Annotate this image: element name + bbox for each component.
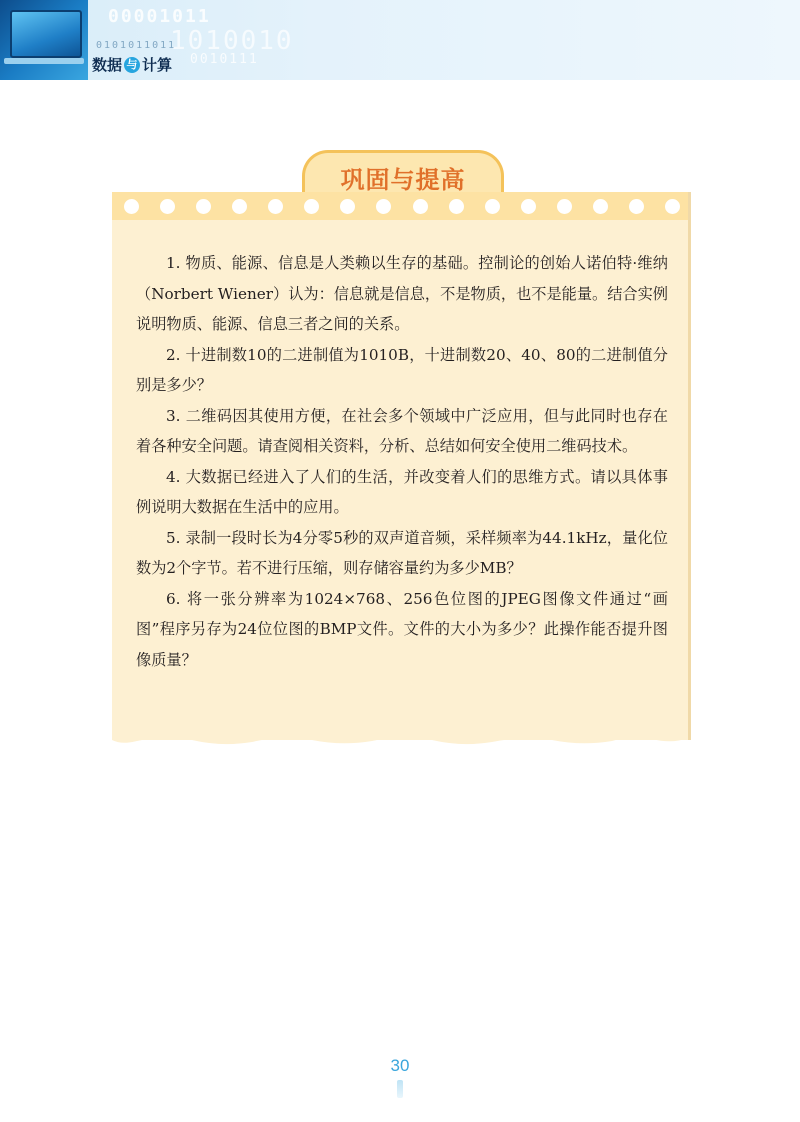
binary-decoration: 0101011011 [96,40,177,51]
laptop-illustration [0,0,88,80]
binder-hole-icon [160,199,175,214]
binary-decoration: 00001011 [108,6,211,27]
book-title-connector: 与 [124,57,140,73]
laptop-screen-icon [10,10,82,58]
exercise-item: 6. 将一张分辨率为1024×768、256色位图的JPEG图像文件通过“画图”程序另存为24位位图的BMP文件。文件的大小为多少？此操作能否提升图像质量？ [136,589,668,669]
exercise-item: 4. 大数据已经进入了人们的生活，并改变着人们的思维方式。请以具体事例说明大数据在生活中的应用。 [136,467,668,516]
binder-hole-icon [629,199,644,214]
book-title [92,54,172,75]
binder-hole-icon [376,199,391,214]
binary-decoration: 0010111 [190,52,259,67]
binder-hole-icon [521,199,536,214]
binder-hole-icon [593,199,608,214]
binder-hole-icon [413,199,428,214]
binder-hole-icon [268,199,283,214]
page-marker-decoration [397,1080,403,1098]
book-title-right: 计算 [142,56,173,74]
binary-decoration: 1010010 [170,26,294,56]
binder-hole-icon [304,199,319,214]
section-title: 巩固与提高 [340,166,466,194]
binder-holes [124,199,680,215]
binder-hole-icon [232,199,247,214]
exercise-list [136,248,668,675]
binder-hole-icon [449,199,464,214]
binder-hole-icon [124,199,139,214]
book-title-left: 数据 [92,56,123,74]
page-header [0,0,800,80]
binder-hole-icon [485,199,500,214]
laptop-base-icon [4,58,84,64]
exercise-item: 5. 录制一段时长为4分零5秒的双声道音频，采样频率为44.1kHz，量化位数为2个字节。若不进行压缩，则存储容量约为多少MB？ [136,528,668,577]
page-number: 30 [390,1056,410,1075]
torn-edge-decoration [112,732,688,748]
exercise-item: 1. 物质、能源、信息是人类赖以生存的基础。控制论的创始人诺伯特·维纳（Norbert Wiener）认为：信息就是信息，不是物质，也不是能量。结合实例说明物质、能源、信息三者之间的关系。 [136,254,668,333]
binder-hole-icon [340,199,355,214]
binder-hole-icon [196,199,211,214]
binder-hole-icon [557,199,572,214]
binder-hole-icon [665,199,680,214]
exercise-item: 2. 十进制数10的二进制值为1010B，十进制数20、40、80的二进制值分别是多少？ [136,345,668,394]
exercise-item: 3. 二维码因其使用方便，在社会多个领域中广泛应用，但与此同时也存在着各种安全问题。请查阅相关资料，分析、总结如何安全使用二维码技术。 [136,406,668,455]
